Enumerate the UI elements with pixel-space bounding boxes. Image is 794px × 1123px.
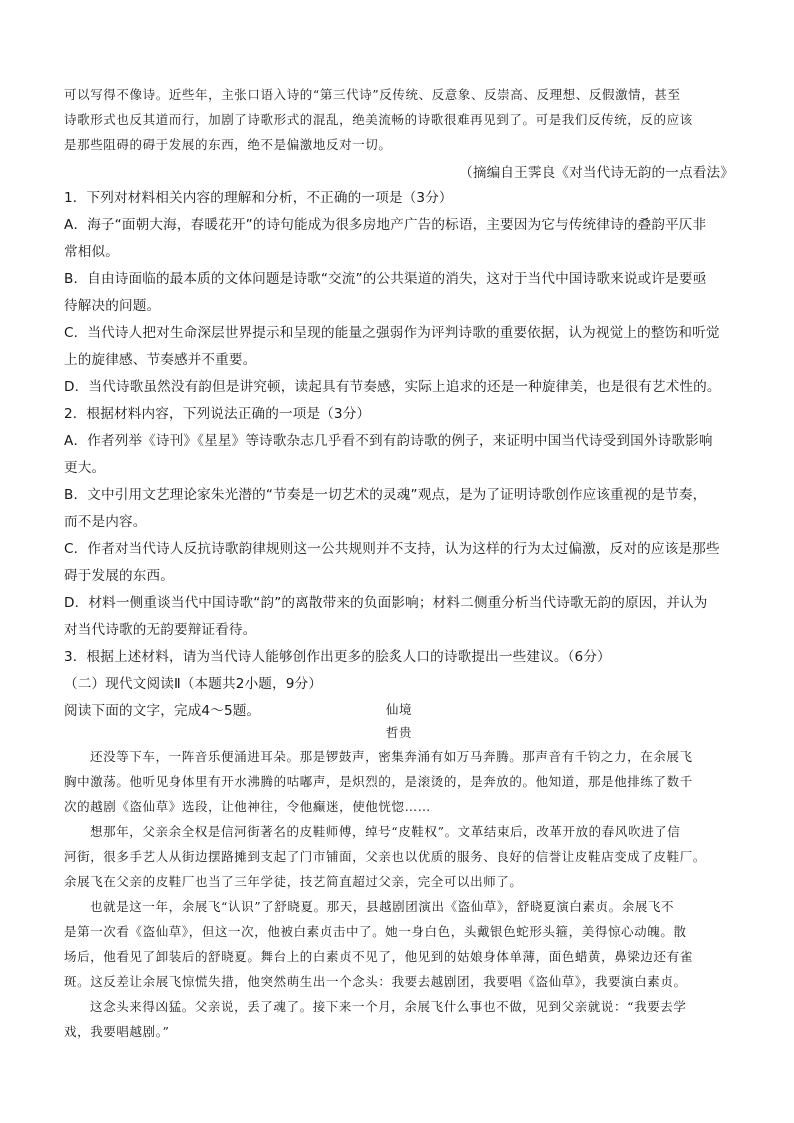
section-heading: （二）现代文阅读Ⅱ（本题共2小题，9分） bbox=[64, 676, 323, 692]
text-line: 胸中激荡。他听见身体里有开水沸腾的咕嘟声，是炽烈的，是滚烫的，是奔放的。他知道，那是他排练了数千 bbox=[64, 774, 693, 789]
text-line: 戏，我要唱越剧。” bbox=[64, 1024, 170, 1039]
text-line: 这念头来得凶猛。父亲说，丢了魂了。接下来一个月，余展飞什么事也不做，见到父亲就说：“我要去学 bbox=[90, 999, 687, 1014]
option-line: C．作者对当代诗人反抗诗歌韵律规则这一公共规则并不支持，认为这样的行为太过偏激，反对的应该是那些 bbox=[64, 541, 720, 557]
option-line: B．文中引用文艺理论家朱光潜的“节奏是一切艺术的灵魂”观点，是为了证明诗歌创作应该重视的是节奏， bbox=[64, 487, 707, 503]
option-line: 待解决的问题。 bbox=[64, 298, 161, 314]
question-line: 1．下列对材料相关内容的理解和分析，不正确的一项是（3分） bbox=[64, 190, 453, 206]
option-line: 上的旋律感、节奏感并不重要。 bbox=[64, 352, 257, 368]
option-line: B．自由诗面临的最本质的文体问题是诗歌“交流”的公共渠道的消失，这对于当代中国诗歌来说或许是要亟 bbox=[64, 271, 707, 287]
material-one-tail bbox=[64, 82, 734, 157]
option-line: 而不是内容。 bbox=[64, 514, 147, 530]
text-line: 是第一次看《盗仙草》，但这一次，他被白素贞击中了。她一身白色，头戴银色蛇形头箍，美得惊心动魄。散 bbox=[64, 924, 687, 939]
question-line: 2．根据材料内容，下列说法正确的一项是（3分） bbox=[64, 406, 371, 422]
text-line: 场后，他看见了卸装后的舒晓夏。舞台上的白素贞不见了，他见到的姑娘身体单薄，面色蜡黄，鼻梁边还有雀 bbox=[64, 949, 693, 964]
instruction-line: 阅读下面的文字，完成4～5题。 bbox=[64, 703, 261, 719]
text-line: 还没等下车，一阵音乐便涌进耳朵。那是锣鼓声，密集奔涌有如万马奔腾。那声音有千钧之力，在余展飞 bbox=[90, 749, 693, 764]
text-line: 想那年，父亲余全权是信河街著名的皮鞋师傅，绰号“皮鞋权”。文革结束后，改革开放的春风吹进了信 bbox=[90, 824, 681, 839]
text-line: 是那些阻碍的碍于发展的东西，绝不是偏激地反对一切。 bbox=[64, 137, 392, 152]
questions-section bbox=[64, 185, 734, 725]
option-line: D．当代诗歌虽然没有韵但是讲究顿，读起具有节奏感，实际上追求的还是一种旋律美，也是很有艺术性的。 bbox=[64, 379, 721, 395]
story-paragraph bbox=[64, 894, 734, 994]
option-line: 碍于发展的东西。 bbox=[64, 568, 174, 584]
story-paragraph bbox=[64, 819, 734, 894]
text-line: 次的越剧《盗仙草》选段，让他神往，令他癫迷，使他恍惚…… bbox=[64, 799, 431, 814]
option-line: 常相似。 bbox=[64, 244, 119, 260]
question-line: 3．根据上述材料，请为当代诗人能够创作出更多的脍炙人口的诗歌提出一些建议。（6分） bbox=[64, 649, 611, 665]
source-citation: （摘编自王霁良《对当代诗无韵的一点看法》 bbox=[459, 165, 734, 181]
text-line: 诗歌形式也反其道而行，加剧了诗歌形式的混乱，绝美流畅的诗歌很难再见到了。可是我们反传统，反的应该 bbox=[64, 112, 693, 127]
text-line: 斑。这反差让余展飞惊慌失措，他突然萌生出一个念头：我要去越剧团，我要唱《盗仙草》，我要演白素贞。 bbox=[64, 974, 687, 989]
option-line: A．海子“面朝大海，春暖花开”的诗句能成为很多房地产广告的标语，主要因为它与传统律诗的叠韵平仄非 bbox=[64, 217, 707, 233]
story-paragraph bbox=[64, 744, 734, 819]
text-line: 河街，很多手艺人从街边摆路摊到支起了门市铺面，父亲也以优质的服务、良好的信誉让皮鞋店变成了皮鞋厂。 bbox=[64, 849, 706, 864]
option-line: C．当代诗人把对生命深层世界提示和呈现的能量之强弱作为评判诗歌的重要依据，认为视觉上的整饬和听觉 bbox=[64, 325, 720, 341]
text-line: 也就是这一年，余展飞“认识”了舒晓夏。那天，县越剧团演出《盗仙草》，舒晓夏演白素贞。余展飞不 bbox=[90, 899, 675, 914]
story-body bbox=[64, 744, 734, 1044]
story-author: 哲贵 bbox=[385, 725, 413, 740]
option-line: A．作者列举《诗刊》《星星》等诗歌杂志几乎看不到有韵诗歌的例子，来证明中国当代诗受到国外诗歌影响 bbox=[64, 433, 713, 449]
story-title: 仙境 bbox=[385, 702, 413, 717]
story-paragraph bbox=[64, 994, 734, 1044]
option-line: 对当代诗歌的无韵要辩证看待。 bbox=[64, 622, 257, 638]
text-line: 余展飞在父亲的皮鞋厂也当了三年学徒，技艺简直超过父亲，完全可以出师了。 bbox=[64, 874, 523, 889]
option-line: 更大。 bbox=[64, 460, 106, 476]
option-line: D．材料一侧重谈当代中国诗歌“韵”的离散带来的负面影响；材料二侧重分析当代诗歌无韵的原因，并认为 bbox=[64, 595, 708, 611]
text-line: 可以写得不像诗。近些年，主张口语入诗的“第三代诗”反传统、反意象、反崇高、反理想、反假激情，甚至 bbox=[64, 87, 681, 102]
